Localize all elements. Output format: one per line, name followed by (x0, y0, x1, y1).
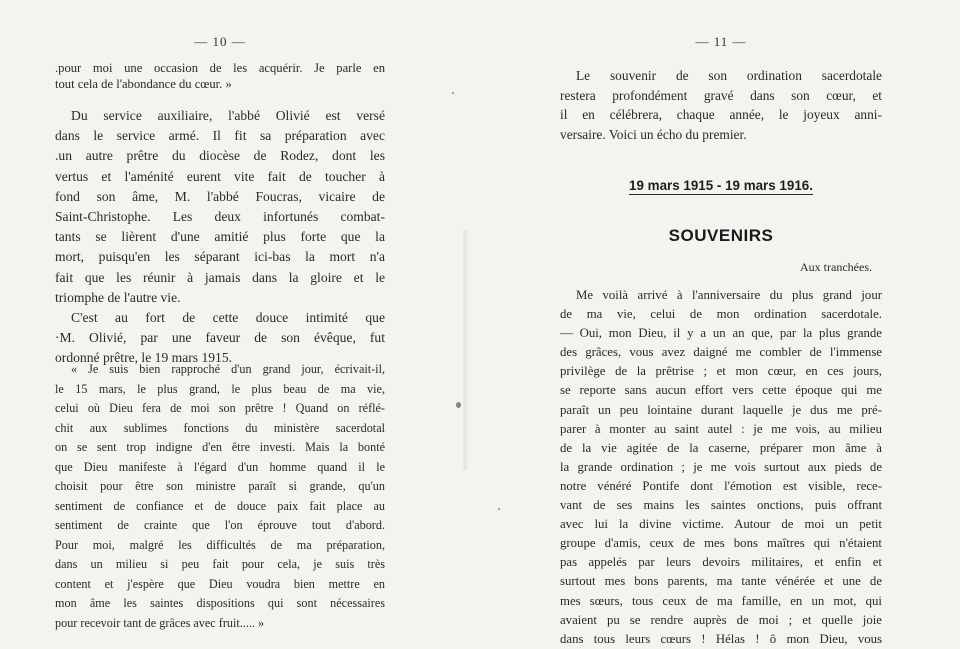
text-line: fond son âme, M. l'abbé Foucras, vicaire de (55, 188, 385, 204)
text-line: chit aux sublimes fonctions du ministère sacerdotal (55, 420, 385, 435)
text-line: .un autre prêtre du diocèse de Rodez, dont les (55, 148, 385, 164)
text-line: C'est au fort de cette douce intimité que (71, 310, 385, 326)
text-line: Du service auxiliaire, l'abbé Olivié est versé (71, 108, 385, 123)
text-line: sentiment de crainte que l'on éprouve tout d'abord. (55, 518, 385, 532)
scan-speck (456, 402, 461, 408)
text-line: ordonné prêtre, le 19 mars 1915. (55, 350, 233, 366)
text-line: paraît un peu lointaine durant laquelle je dus me pré- (560, 402, 882, 417)
text-line: versaire. Voici un écho du premier. (560, 126, 747, 142)
text-line: Saint-Christophe. Les deux infortunés combat- (55, 209, 385, 225)
text-line: la grande ordination ; je me vois surtout aux pieds de (560, 459, 882, 474)
right-page-number: — 11 — (695, 34, 747, 49)
text-line: dans le service armé. Il fit sa préparation avec (55, 128, 385, 144)
text-line: parer à monter au saint autel : je me vois, au milieu (560, 421, 882, 436)
text-line: surtout mes bons parents, ma tante vénérée et une de (560, 574, 882, 589)
scan-speck (452, 92, 454, 94)
left-page-number: — 10 — (194, 34, 246, 49)
text-line: dans un milieu si peu fait pour cela, je suis très (55, 557, 385, 571)
date-heading-text: 19 mars 1915 - 19 mars 1916. (629, 178, 813, 193)
text-line: triomphe de l'autre vie. (55, 289, 181, 305)
text-line: il en célébrera, chaque année, le joyeux anni- (560, 107, 882, 123)
text-line: de ma vie, celui de mon ordination sacerdotale. (560, 307, 882, 322)
left-paragraph-continued (55, 60, 385, 92)
place-line: Aux tranchées. (800, 260, 872, 274)
text-line: Le souvenir de son ordination sacerdotale (576, 68, 882, 83)
text-line: mort, puisqu'en les séparant ici-bas la mort n'a (55, 249, 385, 265)
text-line: on se sent trop indigne d'en être investi. Mais la bonté (55, 440, 385, 454)
text-line: avaient pu se rendre auprès de moi ; et quelle joie (560, 612, 882, 627)
text-line: celui où Dieu fera de moi son prêtre ! Quand on réflé- (55, 401, 385, 415)
left-paragraph-narrative (55, 106, 385, 369)
text-line: groupe d'amis, ceux de mes bons maîtres qui n'étaient (560, 536, 882, 551)
text-line: Pour moi, malgré les difficultés de ma préparation, (55, 537, 385, 552)
text-line: se reporte sans aucun effort vers cette époque qui me (560, 383, 882, 398)
text-line: mon âme les saintes dispositions qui sont nécessaires (55, 596, 385, 610)
text-line: mes sœurs, tous ceux de ma famille, en un mot, qui (560, 593, 882, 608)
text-line: .pour moi une occasion de les acquérir. Je parle en (55, 61, 385, 75)
right-paragraph-souvenirs (560, 286, 882, 649)
text-line: dans tous leurs cœurs ! Hélas ! ô mon Dieu, vous (560, 631, 882, 646)
date-heading (560, 178, 882, 193)
text-line: vant de ses mains les saintes onctions, puis offrant (560, 498, 882, 513)
text-line: privilège de la prêtrise ; et mon cœur, en ces jours, (560, 364, 882, 379)
section-title: SOUVENIRS (668, 226, 774, 245)
text-line: le 15 mars, le plus grand, le plus beau de ma vie, (55, 381, 385, 396)
text-line: content et j'espère que Dieu voudra bien mettre en (55, 576, 385, 591)
text-line: « Je suis bien rapproché d'un grand jour, écrivait-il, (71, 362, 385, 376)
text-line: restera profondément gravé dans son cœur, et (560, 87, 882, 103)
text-line: pour recevoir tant de grâces avec fruit..... » (55, 615, 265, 630)
text-line: que Dieu manifeste à l'égard d'un homme quand il le (55, 459, 385, 474)
text-line: des grâces, vous avez daigné me combler de l'immense (560, 345, 882, 360)
scan-speck (498, 508, 500, 510)
text-line: vertus et l'aménité eurent vite fait de toucher à (55, 168, 385, 184)
left-page (55, 0, 385, 642)
text-line: tants se lièrent d'une amitié plus forte que la (55, 229, 385, 245)
text-line: de la vie agitée de la caserne, préparer mon âme à (560, 440, 882, 455)
text-line: pas appelés par leurs devoirs militaires, et enfin et (560, 555, 882, 570)
text-line: fait que les réunir à jamais dans la gloire et le (55, 269, 385, 285)
book-gutter (462, 230, 468, 470)
text-line: tout cela de l'abondance du cœur. » (55, 77, 232, 91)
text-line: Me voilà arrivé à l'anniversaire du plus grand jour (576, 288, 882, 302)
right-page (560, 0, 882, 646)
text-line: sentiment de confiance et de douce paix fait place au (55, 498, 385, 513)
text-line: choisit pour être son ministre paraît si grande, qu'un (55, 479, 385, 493)
text-line: notre vénéré Pontife dont l'émotion est visible, rece- (560, 478, 882, 493)
text-line: avec lui la divine victime. Autour de moi un petit (560, 517, 882, 532)
text-line: ·M. Olivié, par une faveur de son évêque, fut (55, 330, 385, 346)
left-letter-quote (55, 360, 385, 633)
right-paragraph-intro (560, 66, 882, 144)
text-line: — Oui, mon Dieu, il y a un an que, par la plus grande (560, 326, 882, 341)
